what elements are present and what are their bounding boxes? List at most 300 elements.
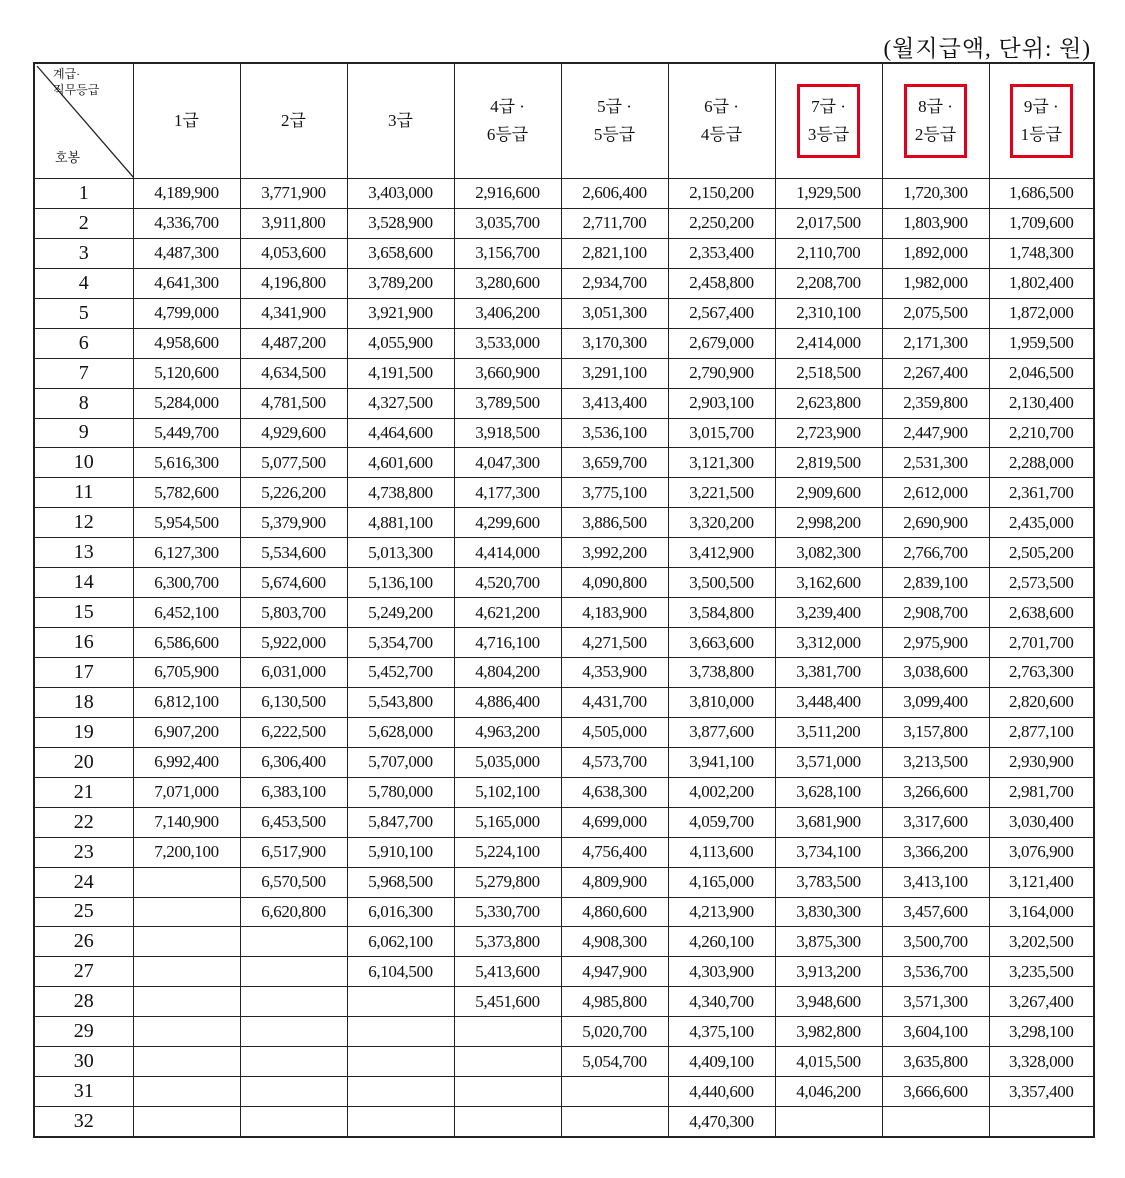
salary-cell: 5,379,900 bbox=[240, 508, 347, 538]
salary-cell bbox=[133, 957, 240, 987]
salary-cell: 1,872,000 bbox=[989, 298, 1094, 328]
salary-cell: 4,113,600 bbox=[668, 837, 775, 867]
salary-cell: 1,982,000 bbox=[882, 268, 989, 298]
salary-cell bbox=[240, 927, 347, 957]
salary-cell bbox=[347, 987, 454, 1017]
salary-cell: 2,458,800 bbox=[668, 268, 775, 298]
step-number: 6 bbox=[34, 328, 133, 358]
salary-cell: 3,164,000 bbox=[989, 897, 1094, 927]
salary-cell: 6,300,700 bbox=[133, 568, 240, 598]
salary-cell: 5,968,500 bbox=[347, 867, 454, 897]
salary-cell: 4,409,100 bbox=[668, 1047, 775, 1077]
salary-cell bbox=[454, 1077, 561, 1107]
salary-cell: 2,046,500 bbox=[989, 358, 1094, 388]
salary-cell: 3,406,200 bbox=[454, 298, 561, 328]
salary-cell: 1,959,500 bbox=[989, 328, 1094, 358]
header-line1: 9급 · bbox=[1023, 97, 1059, 116]
salary-cell bbox=[561, 1107, 668, 1137]
header-line2: 1등급 bbox=[1020, 125, 1062, 144]
salary-cell: 3,584,800 bbox=[668, 598, 775, 628]
step-number: 23 bbox=[34, 837, 133, 867]
salary-cell: 4,464,600 bbox=[347, 418, 454, 448]
salary-cell: 3,413,400 bbox=[561, 388, 668, 418]
salary-cell: 3,982,800 bbox=[775, 1017, 882, 1047]
salary-cell: 3,663,600 bbox=[668, 628, 775, 658]
salary-cell: 2,414,000 bbox=[775, 328, 882, 358]
table-row bbox=[34, 1107, 1094, 1137]
salary-cell: 4,881,100 bbox=[347, 508, 454, 538]
salary-cell: 5,284,000 bbox=[133, 388, 240, 418]
salary-cell: 4,053,600 bbox=[240, 238, 347, 268]
salary-cell: 4,353,900 bbox=[561, 658, 668, 688]
salary-cell: 3,941,100 bbox=[668, 747, 775, 777]
salary-cell: 6,705,900 bbox=[133, 658, 240, 688]
salary-cell: 3,121,300 bbox=[668, 448, 775, 478]
salary-cell: 3,221,500 bbox=[668, 478, 775, 508]
salary-cell: 3,121,400 bbox=[989, 867, 1094, 897]
salary-cell: 4,804,200 bbox=[454, 658, 561, 688]
salary-cell: 5,020,700 bbox=[561, 1017, 668, 1047]
step-number: 12 bbox=[34, 508, 133, 538]
salary-cell: 4,336,700 bbox=[133, 208, 240, 238]
salary-cell: 5,954,500 bbox=[133, 508, 240, 538]
salary-cell: 3,076,900 bbox=[989, 837, 1094, 867]
salary-cell bbox=[240, 1047, 347, 1077]
salary-cell: 4,860,600 bbox=[561, 897, 668, 927]
column-header bbox=[668, 63, 775, 179]
salary-cell: 4,375,100 bbox=[668, 1017, 775, 1047]
salary-cell: 5,330,700 bbox=[454, 897, 561, 927]
salary-cell: 2,110,700 bbox=[775, 238, 882, 268]
salary-cell: 2,934,700 bbox=[561, 268, 668, 298]
salary-cell: 3,235,500 bbox=[989, 957, 1094, 987]
step-number: 25 bbox=[34, 897, 133, 927]
header-line2: 2등급 bbox=[914, 125, 957, 144]
salary-cell: 3,628,100 bbox=[775, 777, 882, 807]
salary-cell: 3,738,800 bbox=[668, 658, 775, 688]
salary-cell: 3,051,300 bbox=[561, 298, 668, 328]
step-number: 5 bbox=[34, 298, 133, 328]
salary-cell: 3,511,200 bbox=[775, 717, 882, 747]
salary-cell: 4,809,900 bbox=[561, 867, 668, 897]
salary-cell: 6,992,400 bbox=[133, 747, 240, 777]
salary-cell: 3,320,200 bbox=[668, 508, 775, 538]
header-line2: 3등급 bbox=[807, 125, 850, 144]
table-row bbox=[34, 747, 1094, 777]
salary-cell: 3,921,900 bbox=[347, 298, 454, 328]
salary-cell: 2,820,600 bbox=[989, 687, 1094, 717]
column-header bbox=[133, 63, 240, 179]
salary-cell: 4,487,300 bbox=[133, 238, 240, 268]
salary-cell bbox=[240, 1077, 347, 1107]
salary-cell: 2,150,200 bbox=[668, 179, 775, 209]
salary-cell: 5,136,100 bbox=[347, 568, 454, 598]
highlight-box bbox=[797, 84, 860, 158]
salary-cell: 3,875,300 bbox=[775, 927, 882, 957]
salary-cell: 5,354,700 bbox=[347, 628, 454, 658]
corner-top-label bbox=[53, 66, 99, 98]
table-row bbox=[34, 358, 1094, 388]
salary-cell: 4,414,000 bbox=[454, 538, 561, 568]
salary-cell: 4,191,500 bbox=[347, 358, 454, 388]
salary-cell: 2,998,200 bbox=[775, 508, 882, 538]
header-line2: 4등급 bbox=[700, 125, 743, 144]
step-number: 4 bbox=[34, 268, 133, 298]
salary-cell: 2,606,400 bbox=[561, 179, 668, 209]
step-number: 14 bbox=[34, 568, 133, 598]
salary-cell: 3,239,400 bbox=[775, 598, 882, 628]
step-number: 20 bbox=[34, 747, 133, 777]
header-label bbox=[166, 101, 207, 141]
salary-cell: 6,453,500 bbox=[240, 807, 347, 837]
table-row bbox=[34, 328, 1094, 358]
salary-cell: 3,403,000 bbox=[347, 179, 454, 209]
salary-cell: 2,518,500 bbox=[775, 358, 882, 388]
salary-cell: 4,303,900 bbox=[668, 957, 775, 987]
salary-cell bbox=[240, 987, 347, 1017]
salary-cell: 4,431,700 bbox=[561, 687, 668, 717]
salary-cell: 5,249,200 bbox=[347, 598, 454, 628]
step-number: 8 bbox=[34, 388, 133, 418]
salary-cell: 3,156,700 bbox=[454, 238, 561, 268]
salary-cell bbox=[240, 1107, 347, 1137]
salary-cell: 5,452,700 bbox=[347, 658, 454, 688]
salary-cell: 6,517,900 bbox=[240, 837, 347, 867]
table-row bbox=[34, 508, 1094, 538]
salary-cell: 2,250,200 bbox=[668, 208, 775, 238]
salary-cell: 6,104,500 bbox=[347, 957, 454, 987]
table-row bbox=[34, 568, 1094, 598]
salary-cell: 4,985,800 bbox=[561, 987, 668, 1017]
salary-cell: 3,810,000 bbox=[668, 687, 775, 717]
salary-cell: 3,381,700 bbox=[775, 658, 882, 688]
header-label bbox=[586, 87, 643, 155]
salary-cell: 4,573,700 bbox=[561, 747, 668, 777]
salary-cell: 7,071,000 bbox=[133, 777, 240, 807]
salary-cell: 4,621,200 bbox=[454, 598, 561, 628]
salary-cell: 3,448,400 bbox=[775, 687, 882, 717]
salary-cell: 4,047,300 bbox=[454, 448, 561, 478]
salary-cell: 1,686,500 bbox=[989, 179, 1094, 209]
corner-top-line2: 직무등급 bbox=[53, 83, 100, 97]
column-header bbox=[454, 63, 561, 179]
salary-cell: 6,907,200 bbox=[133, 717, 240, 747]
table-row bbox=[34, 208, 1094, 238]
corner-cell bbox=[34, 63, 133, 179]
salary-cell: 2,623,800 bbox=[775, 388, 882, 418]
salary-cell: 1,802,400 bbox=[989, 268, 1094, 298]
salary-cell: 4,189,900 bbox=[133, 179, 240, 209]
step-number: 28 bbox=[34, 987, 133, 1017]
salary-cell: 5,054,700 bbox=[561, 1047, 668, 1077]
salary-cell bbox=[347, 1017, 454, 1047]
salary-cell: 3,918,500 bbox=[454, 418, 561, 448]
highlight-box bbox=[1010, 84, 1073, 158]
salary-cell: 3,681,900 bbox=[775, 807, 882, 837]
salary-cell: 5,780,000 bbox=[347, 777, 454, 807]
salary-cell: 2,903,100 bbox=[668, 388, 775, 418]
salary-cell: 2,573,500 bbox=[989, 568, 1094, 598]
salary-cell bbox=[133, 1047, 240, 1077]
salary-table bbox=[33, 62, 1095, 1138]
salary-cell: 4,299,600 bbox=[454, 508, 561, 538]
salary-cell: 4,260,100 bbox=[668, 927, 775, 957]
salary-cell: 6,570,500 bbox=[240, 867, 347, 897]
table-row bbox=[34, 927, 1094, 957]
salary-cell: 4,638,300 bbox=[561, 777, 668, 807]
salary-cell: 4,886,400 bbox=[454, 687, 561, 717]
salary-cell: 3,771,900 bbox=[240, 179, 347, 209]
table-row bbox=[34, 658, 1094, 688]
header-line1: 5급 · bbox=[597, 97, 632, 116]
salary-cell: 3,886,500 bbox=[561, 508, 668, 538]
step-number: 1 bbox=[34, 179, 133, 209]
salary-cell: 3,099,400 bbox=[882, 687, 989, 717]
salary-cell: 5,534,600 bbox=[240, 538, 347, 568]
salary-cell: 2,171,300 bbox=[882, 328, 989, 358]
header-line1: 2급 bbox=[281, 111, 306, 130]
table-row bbox=[34, 867, 1094, 897]
salary-cell: 6,130,500 bbox=[240, 687, 347, 717]
table-row bbox=[34, 448, 1094, 478]
corner-bottom-label: 호봉 bbox=[55, 150, 81, 165]
table-row bbox=[34, 179, 1094, 209]
salary-cell: 3,666,600 bbox=[882, 1077, 989, 1107]
salary-cell: 5,674,600 bbox=[240, 568, 347, 598]
salary-cell: 4,781,500 bbox=[240, 388, 347, 418]
step-number: 32 bbox=[34, 1107, 133, 1137]
salary-cell: 6,586,600 bbox=[133, 628, 240, 658]
unit-note: (월지급액, 단위: 원) bbox=[883, 36, 1091, 61]
salary-cell: 3,015,700 bbox=[668, 418, 775, 448]
salary-cell bbox=[133, 897, 240, 927]
salary-cell: 2,930,900 bbox=[989, 747, 1094, 777]
salary-cell bbox=[133, 1107, 240, 1137]
salary-cell: 5,279,800 bbox=[454, 867, 561, 897]
salary-cell: 4,738,800 bbox=[347, 478, 454, 508]
salary-cell: 2,711,700 bbox=[561, 208, 668, 238]
salary-cell: 3,213,500 bbox=[882, 747, 989, 777]
salary-cell: 5,165,000 bbox=[454, 807, 561, 837]
salary-cell: 3,035,700 bbox=[454, 208, 561, 238]
salary-cell bbox=[240, 1017, 347, 1047]
salary-cell: 4,271,500 bbox=[561, 628, 668, 658]
salary-cell: 1,720,300 bbox=[882, 179, 989, 209]
salary-cell: 6,620,800 bbox=[240, 897, 347, 927]
salary-cell: 4,505,000 bbox=[561, 717, 668, 747]
salary-cell: 3,162,600 bbox=[775, 568, 882, 598]
salary-cell: 2,821,100 bbox=[561, 238, 668, 268]
salary-cell: 2,210,700 bbox=[989, 418, 1094, 448]
salary-cell: 3,877,600 bbox=[668, 717, 775, 747]
salary-cell: 1,748,300 bbox=[989, 238, 1094, 268]
salary-cell: 2,975,900 bbox=[882, 628, 989, 658]
step-number: 11 bbox=[34, 478, 133, 508]
salary-cell: 1,929,500 bbox=[775, 179, 882, 209]
salary-cell: 6,016,300 bbox=[347, 897, 454, 927]
salary-cell: 5,628,000 bbox=[347, 717, 454, 747]
step-number: 19 bbox=[34, 717, 133, 747]
header-line1: 4급 · bbox=[490, 97, 525, 116]
salary-cell: 4,470,300 bbox=[668, 1107, 775, 1137]
salary-cell: 4,487,200 bbox=[240, 328, 347, 358]
salary-cell: 2,361,700 bbox=[989, 478, 1094, 508]
salary-cell: 5,922,000 bbox=[240, 628, 347, 658]
salary-cell: 3,571,300 bbox=[882, 987, 989, 1017]
salary-cell: 2,701,700 bbox=[989, 628, 1094, 658]
salary-cell: 2,819,500 bbox=[775, 448, 882, 478]
salary-cell bbox=[454, 1047, 561, 1077]
salary-cell bbox=[347, 1047, 454, 1077]
salary-cell: 3,528,900 bbox=[347, 208, 454, 238]
header-label bbox=[479, 87, 536, 155]
salary-cell: 2,916,600 bbox=[454, 179, 561, 209]
table-row bbox=[34, 957, 1094, 987]
step-number: 30 bbox=[34, 1047, 133, 1077]
step-number: 9 bbox=[34, 418, 133, 448]
salary-cell: 3,298,100 bbox=[989, 1017, 1094, 1047]
salary-cell: 2,017,500 bbox=[775, 208, 882, 238]
table-row bbox=[34, 598, 1094, 628]
step-number: 16 bbox=[34, 628, 133, 658]
table-row bbox=[34, 777, 1094, 807]
table-row bbox=[34, 268, 1094, 298]
salary-cell: 4,601,600 bbox=[347, 448, 454, 478]
salary-cell: 2,790,900 bbox=[668, 358, 775, 388]
salary-cell bbox=[347, 1107, 454, 1137]
salary-cell: 4,165,000 bbox=[668, 867, 775, 897]
salary-cell: 3,659,700 bbox=[561, 448, 668, 478]
table-row bbox=[34, 807, 1094, 837]
salary-cell: 3,635,800 bbox=[882, 1047, 989, 1077]
salary-cell: 4,958,600 bbox=[133, 328, 240, 358]
salary-cell: 3,412,900 bbox=[668, 538, 775, 568]
step-number: 10 bbox=[34, 448, 133, 478]
salary-cell: 1,709,600 bbox=[989, 208, 1094, 238]
salary-cell: 5,013,300 bbox=[347, 538, 454, 568]
salary-cell: 2,638,600 bbox=[989, 598, 1094, 628]
salary-cell bbox=[133, 987, 240, 1017]
salary-cell: 3,317,600 bbox=[882, 807, 989, 837]
salary-cell: 5,616,300 bbox=[133, 448, 240, 478]
table-row bbox=[34, 1017, 1094, 1047]
salary-cell: 2,130,400 bbox=[989, 388, 1094, 418]
salary-cell: 2,723,900 bbox=[775, 418, 882, 448]
salary-cell: 3,536,100 bbox=[561, 418, 668, 448]
salary-cell: 3,202,500 bbox=[989, 927, 1094, 957]
salary-cell: 2,505,200 bbox=[989, 538, 1094, 568]
step-number: 29 bbox=[34, 1017, 133, 1047]
salary-cell: 6,812,100 bbox=[133, 687, 240, 717]
salary-cell: 5,226,200 bbox=[240, 478, 347, 508]
header-line1: 6급 · bbox=[704, 97, 739, 116]
salary-cell: 5,707,000 bbox=[347, 747, 454, 777]
salary-cell: 3,660,900 bbox=[454, 358, 561, 388]
salary-cell: 2,612,000 bbox=[882, 478, 989, 508]
corner-top-line1: 계급· bbox=[53, 67, 81, 81]
table-row bbox=[34, 717, 1094, 747]
salary-cell: 7,140,900 bbox=[133, 807, 240, 837]
step-number: 15 bbox=[34, 598, 133, 628]
table-row bbox=[34, 897, 1094, 927]
salary-cell: 3,500,500 bbox=[668, 568, 775, 598]
header-line1: 7급 · bbox=[811, 97, 846, 116]
salary-cell: 6,383,100 bbox=[240, 777, 347, 807]
salary-cell: 3,291,100 bbox=[561, 358, 668, 388]
salary-cell: 4,177,300 bbox=[454, 478, 561, 508]
salary-cell: 3,658,600 bbox=[347, 238, 454, 268]
salary-cell: 4,947,900 bbox=[561, 957, 668, 987]
salary-cell: 2,359,800 bbox=[882, 388, 989, 418]
salary-cell bbox=[240, 957, 347, 987]
column-header bbox=[989, 63, 1094, 179]
salary-cell: 5,803,700 bbox=[240, 598, 347, 628]
salary-cell: 1,892,000 bbox=[882, 238, 989, 268]
salary-cell: 2,690,900 bbox=[882, 508, 989, 538]
salary-cell: 3,789,500 bbox=[454, 388, 561, 418]
salary-cell: 3,082,300 bbox=[775, 538, 882, 568]
header-label bbox=[693, 87, 750, 155]
salary-cell: 4,090,800 bbox=[561, 568, 668, 598]
table-row bbox=[34, 418, 1094, 448]
step-number: 2 bbox=[34, 208, 133, 238]
table-row bbox=[34, 388, 1094, 418]
salary-cell: 3,775,100 bbox=[561, 478, 668, 508]
salary-cell: 3,366,200 bbox=[882, 837, 989, 867]
step-number: 17 bbox=[34, 658, 133, 688]
salary-cell: 4,440,600 bbox=[668, 1077, 775, 1107]
table-row bbox=[34, 1047, 1094, 1077]
salary-cell: 5,102,100 bbox=[454, 777, 561, 807]
step-number: 21 bbox=[34, 777, 133, 807]
header-line1: 8급 · bbox=[918, 97, 953, 116]
salary-cell bbox=[133, 1017, 240, 1047]
salary-cell: 5,782,600 bbox=[133, 478, 240, 508]
salary-cell: 4,055,900 bbox=[347, 328, 454, 358]
salary-cell: 4,641,300 bbox=[133, 268, 240, 298]
salary-cell: 4,196,800 bbox=[240, 268, 347, 298]
salary-cell: 6,222,500 bbox=[240, 717, 347, 747]
table-row bbox=[34, 478, 1094, 508]
salary-cell: 2,447,900 bbox=[882, 418, 989, 448]
table-row bbox=[34, 628, 1094, 658]
salary-cell: 5,224,100 bbox=[454, 837, 561, 867]
salary-cell: 2,267,400 bbox=[882, 358, 989, 388]
salary-cell: 3,536,700 bbox=[882, 957, 989, 987]
salary-cell: 4,340,700 bbox=[668, 987, 775, 1017]
column-header bbox=[240, 63, 347, 179]
salary-cell: 3,357,400 bbox=[989, 1077, 1094, 1107]
step-number: 22 bbox=[34, 807, 133, 837]
column-header bbox=[882, 63, 989, 179]
salary-cell: 4,213,900 bbox=[668, 897, 775, 927]
salary-cell: 6,062,100 bbox=[347, 927, 454, 957]
salary-cell: 4,015,500 bbox=[775, 1047, 882, 1077]
salary-cell: 5,543,800 bbox=[347, 687, 454, 717]
salary-cell: 4,929,600 bbox=[240, 418, 347, 448]
salary-cell: 2,908,700 bbox=[882, 598, 989, 628]
salary-cell: 4,059,700 bbox=[668, 807, 775, 837]
salary-cell: 3,280,600 bbox=[454, 268, 561, 298]
header-line1: 3급 bbox=[388, 111, 413, 130]
salary-cell: 2,763,300 bbox=[989, 658, 1094, 688]
table-row bbox=[34, 538, 1094, 568]
salary-cell: 2,567,400 bbox=[668, 298, 775, 328]
salary-cell: 2,909,600 bbox=[775, 478, 882, 508]
salary-cell: 5,035,000 bbox=[454, 747, 561, 777]
salary-cell: 4,799,000 bbox=[133, 298, 240, 328]
step-number: 26 bbox=[34, 927, 133, 957]
